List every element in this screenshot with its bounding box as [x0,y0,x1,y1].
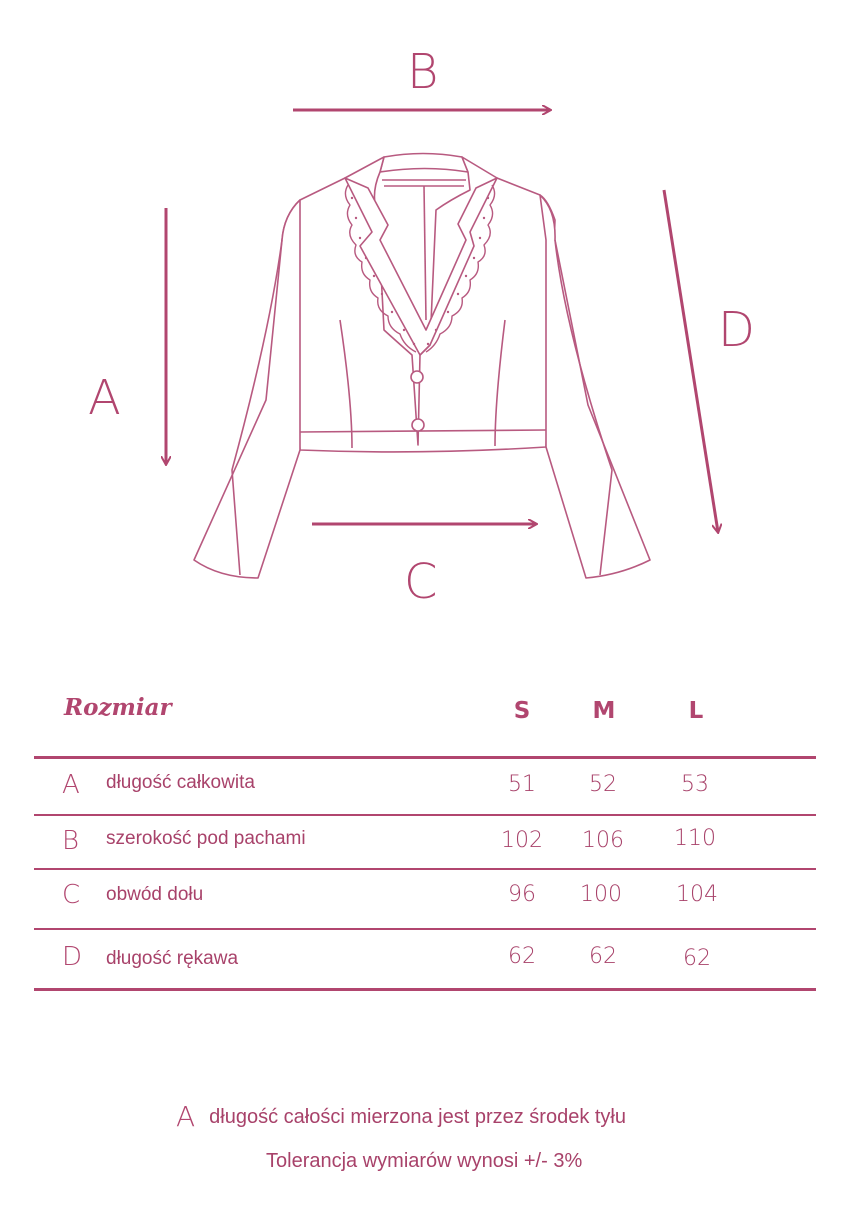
label-c: C [404,554,438,610]
cell-s: 102 [501,828,543,853]
cell-l: 110 [674,826,716,851]
arrow-d [664,190,718,532]
cell-m: 100 [580,882,622,907]
row-letter: B [62,826,80,856]
size-table [0,680,850,1010]
label-a: A [88,370,121,426]
tolerance-note: Tolerancja wymiarów wynosi +/- 3% [266,1150,583,1172]
cell-m: 52 [589,772,617,797]
row-divider [34,928,816,930]
cell-s: 51 [508,772,536,797]
size-header-m: M [592,698,616,724]
row-label: długość rękawa [106,948,239,969]
label-d: D [718,302,755,358]
size-header-s: S [513,698,531,724]
cell-l: 62 [683,946,711,971]
table-title: Rozmiar [64,694,172,721]
cell-m: 106 [582,828,624,853]
size-header-l: L [688,698,704,724]
row-letter: C [62,880,81,910]
row-label: szerokość pod pachami [106,828,306,849]
row-letter: D [62,942,83,972]
row-label: długość całkowita [106,772,255,793]
jacket-outline [194,154,650,579]
row-label: obwód dołu [106,884,204,905]
cell-l: 104 [676,882,718,907]
note-letter: A [176,1100,196,1133]
row-divider [34,814,816,816]
cell-l: 53 [681,772,709,797]
cell-s: 62 [508,944,536,969]
row-letter: A [62,770,80,800]
cell-s: 96 [508,882,536,907]
note-line [176,1100,626,1133]
note-text: długość całości mierzona jest przez środek tyłu [209,1106,627,1128]
row-divider [34,868,816,870]
cell-m: 62 [589,944,617,969]
label-b: B [407,44,439,100]
table-top-rule [34,756,816,759]
table-bottom-rule [34,988,816,991]
